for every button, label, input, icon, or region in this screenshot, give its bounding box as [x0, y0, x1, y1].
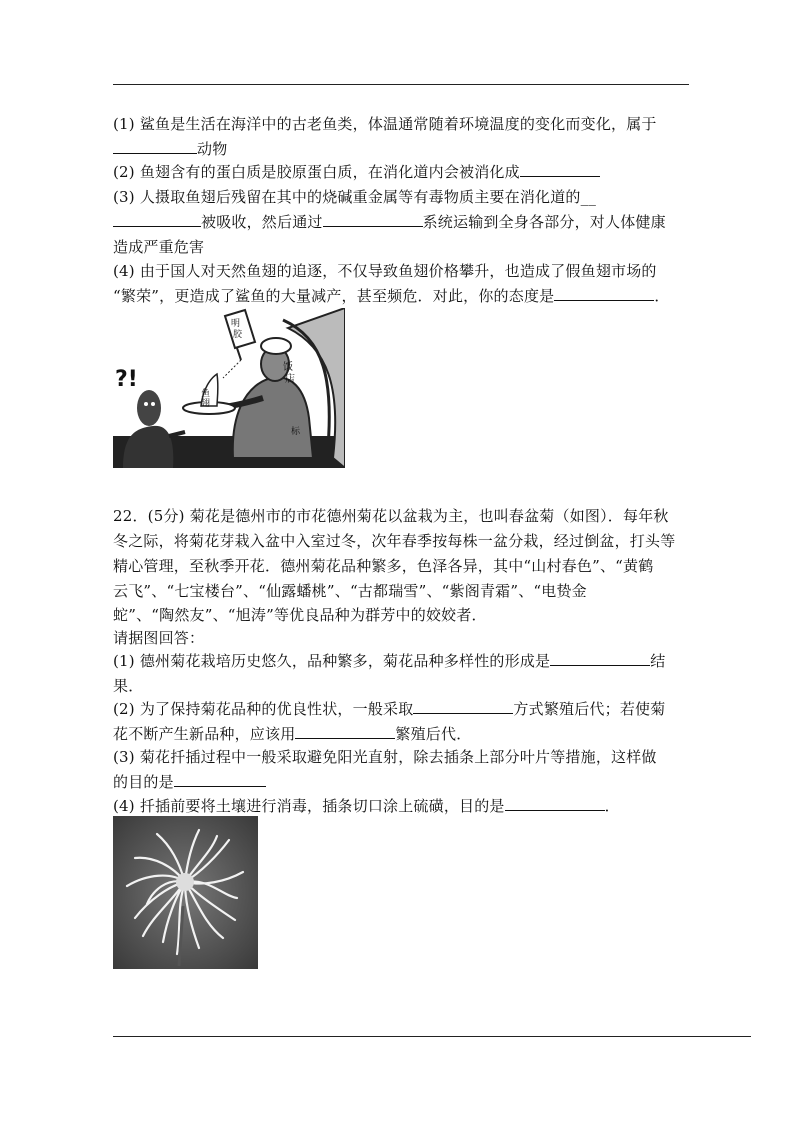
- shop-sign: 饭店: [283, 362, 295, 385]
- bottom-rule: [113, 1036, 751, 1037]
- answer-blank[interactable]: [554, 286, 654, 301]
- answer-blank[interactable]: [550, 651, 650, 666]
- q22-part2-line1: (2) 为了保持菊花品种的优良性状，一般采取 方式繁殖后代；若使菊: [113, 700, 666, 718]
- q22-stem-line5: 蛇”、“陶然友”、“旭涛”等优良品种为群芳中的姣姣者．: [113, 606, 487, 624]
- q22-stem-line4: 云飞”、“七宝楼台”、“仙露蟠桃”、“古都瑞雪”、“紫阁青霜”、“电贽金: [113, 582, 587, 600]
- q22-stem-line1: 22．(5分) 菊花是德州市的市花德州菊花以盆栽为主，也叫春盆菊（如图）．每年秋: [113, 507, 669, 525]
- q22-part1-line2: 果．: [113, 677, 144, 695]
- q21-part2: (2) 鱼翅含有的蛋白质是胶原蛋白质，在消化道内会被消化成: [113, 162, 600, 182]
- answer-blank[interactable]: [113, 212, 201, 227]
- q21-part4-line2: “繁荣”，更造成了鲨鱼的大量减产，甚至频危．对此，你的态度是 ．: [113, 287, 670, 305]
- q22-instruction: 请据图回答：: [113, 629, 205, 647]
- q22-stem-line3: 精心管理，至秋季开花．德州菊花品种繁多，色泽各异，其中“山村春色”、“黄鹤: [113, 557, 654, 575]
- q22-part3-line1: (3) 菊花扦插过程中一般采取避免阳光直射，除去插条上部分叶片等措施，这样做: [113, 748, 657, 766]
- sign-mark: 标: [291, 427, 301, 437]
- answer-blank[interactable]: [413, 699, 513, 714]
- q22-part2-line2: 花不断产生新品种，应该用 繁殖后代．: [113, 725, 472, 743]
- answer-blank[interactable]: [295, 724, 395, 739]
- answer-blank[interactable]: [174, 772, 266, 787]
- top-rule: [113, 84, 689, 85]
- q21-part1-line1: (1) 鲨鱼是生活在海洋中的古老鱼类，体温通常随着环境温度的变化而变化，属于: [113, 115, 657, 133]
- q22-part1-line1: (1) 德州菊花栽培历史悠久，品种繁多，菊花品种多样性的形成是 结: [113, 652, 666, 670]
- q22-stem-line2: 冬之际，将菊花芽栽入盆中入室过冬，次年春季按每株一盆分栽，经过倒盆，打头等: [113, 532, 676, 550]
- q21-part1-line2: 动物: [113, 139, 227, 159]
- q21-part3-line2: 被吸收，然后通过 系统运输到全身各部分，对人体健康: [113, 212, 666, 232]
- q22-part4: (4) 扦插前要将土壤进行消毒，插条切口涂上硫磺，目的是 ．: [113, 797, 620, 815]
- question-exclamation-marks: ?!: [115, 367, 138, 392]
- flower-center: [176, 873, 194, 891]
- answer-blank[interactable]: [113, 139, 197, 154]
- bottle-label: 明胶: [231, 319, 243, 340]
- answer-blank[interactable]: [520, 162, 600, 177]
- q21-part3-line3: 造成严重危害: [113, 238, 205, 256]
- q21-part4-line1: (4) 由于国人对天然鱼翅的追逐，不仅导致鱼翅价格攀升，也造成了假鱼翅市场的: [113, 262, 657, 280]
- q21-part3-line1: (3) 人摄取鱼翅后残留在其中的烧碱重金属等有毒物质主要在消化道的__: [113, 188, 597, 206]
- answer-blank[interactable]: [323, 212, 423, 227]
- answer-blank[interactable]: [505, 796, 605, 811]
- q22-part3-line2: 的目的是: [113, 772, 266, 792]
- chrysanthemum-photo: [113, 816, 258, 969]
- fin-label: 鱼翅: [201, 389, 211, 409]
- cartoon-figure: [113, 308, 345, 468]
